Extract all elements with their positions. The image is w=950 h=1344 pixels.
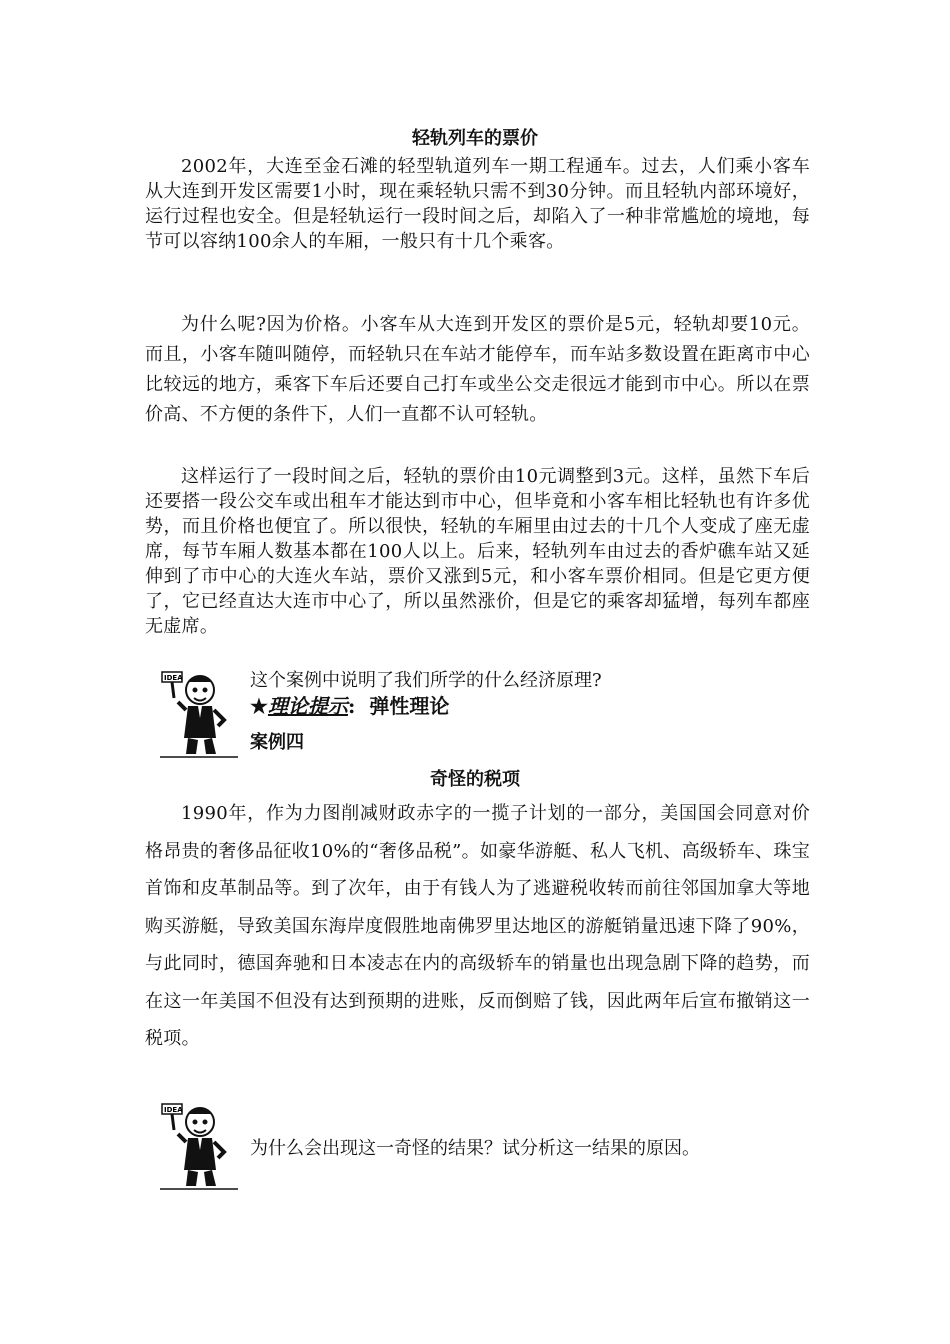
idea-sign-text: IDEA bbox=[164, 1106, 183, 1114]
theory-hint-value: 弹性理论 bbox=[369, 694, 450, 718]
case1-paragraph-1: 2002年，大连至金石滩的轻型轨道列车一期工程通车。过去，人们乘小客车从大连到开发区需要1小时，现在乘轻轨只需不到30分钟。而且轻轨内部环境好，运行过程也安全。但是轻轨运行一段时间之后，却陷入了一种非常尴尬的境地，每节可以容纳100余人的车厢，一般只有十几个乘客。 bbox=[145, 156, 810, 252]
case1-paragraph-3: 这样运行了一段时间之后，轻轨的票价由10元调整到3元。这样，虽然下车后还要搭一段公交车或出租车才能达到市中心，但毕竟和小客车相比轻轨也有许多优势，而且价格也便宜了。所以很快，轻轨的车厢里由过去的十几个人变成了座无虚席，每节车厢人数基本都在100人以上。后来，轻轨列车由过去的香炉礁车站又延伸到了市中心的大连火车站，票价又涨到5元，和小客车票价相同。但是它更方便了，它已经直达大连市中心了，所以虽然涨价，但是它的乘客却猛增，每列车都座无虚席。 bbox=[145, 466, 810, 637]
thinker-cartoon-icon bbox=[158, 668, 240, 760]
case4-question: 为什么会出现这一奇怪的结果？试分析这一结果的原因。 bbox=[250, 1138, 700, 1159]
star-icon: ★ bbox=[250, 694, 268, 718]
case1-paragraph-2: 为什么呢?因为价格。小客车从大连到开发区的票价是5元，轻轨却要10元。而且，小客车随叫随停，而轻轨只在车站才能停车，而车站多数设置在距离市中心比较远的地方，乘客下车后还要自己打车或坐公交走很远才能到市中心。所以在票价高、不方便的条件下，人们一直都不认可轻轨。 bbox=[145, 314, 810, 425]
thinker-cartoon-icon bbox=[158, 1100, 240, 1192]
idea-sign-text: IDEA bbox=[164, 674, 183, 682]
case4-title: 奇怪的税项 bbox=[430, 769, 520, 790]
theory-hint-label: 理论提示 bbox=[267, 694, 348, 718]
case4-label: 案例四 bbox=[250, 732, 304, 753]
case4-paragraph-1: 1990年，作为力图削减财政赤字的一揽子计划的一部分，美国国会同意对价格昂贵的奢侈品征收10%的“奢侈品税”。如豪华游艇、私人飞机、高级轿车、珠宝首饰和皮革制品等。到了次年，由于有钱人为了逃避税收转而前往邻国加拿大等地购买游艇，导致美国东海岸度假胜地南佛罗里达地区的游艇销量迅速下降了90%，与此同时，德国奔驰和日本凌志在内的高级轿车的销量也出现急剧下降的趋势，而在这一年美国不但没有达到预期的进账，反而倒赔了钱，因此两年后宣布撤销这一税项。 bbox=[145, 803, 810, 1049]
case1-question: 这个案例中说明了我们所学的什么经济原理? bbox=[250, 670, 602, 691]
theory-hint bbox=[250, 690, 449, 719]
theory-hint-colon: : bbox=[347, 694, 356, 718]
case1-title: 轻轨列车的票价 bbox=[412, 128, 538, 149]
